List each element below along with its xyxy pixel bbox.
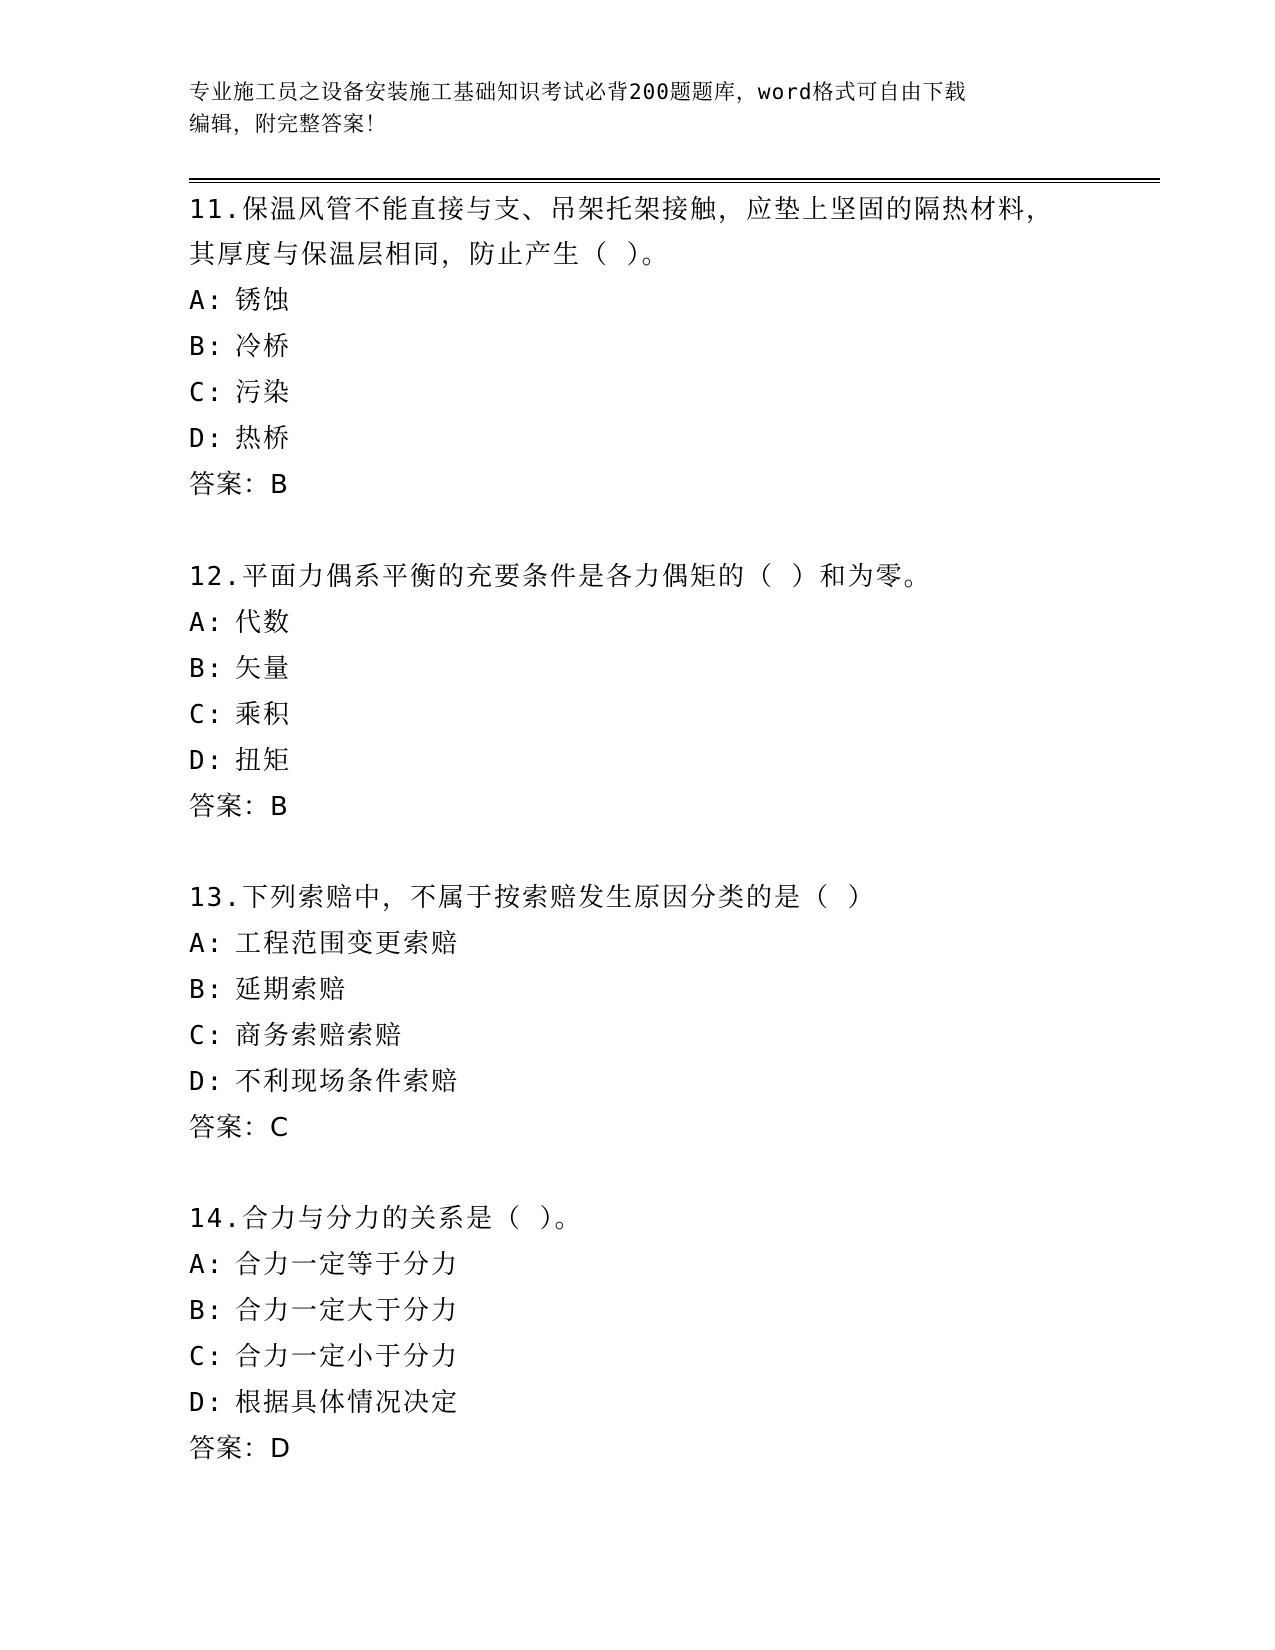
option-text: 扭矩 <box>235 746 292 776</box>
option-letter: B: <box>189 1296 225 1326</box>
option-text: 合力一定大于分力 <box>235 1296 460 1326</box>
header-line-1: 专业施工员之设备安装施工基础知识考试必背200题题库，word格式可自由下载 <box>189 80 967 104</box>
option-text: 乘积 <box>235 700 292 730</box>
header-divider-thin <box>189 182 1160 183</box>
option-b <box>189 646 1089 692</box>
answer-line: 答案：D <box>189 1434 292 1464</box>
option-letter: D: <box>189 1067 225 1097</box>
option-letter: B: <box>189 654 225 684</box>
option-c <box>189 370 1089 416</box>
option-text: 合力一定等于分力 <box>235 1250 460 1280</box>
option-letter: A: <box>189 1250 225 1280</box>
option-c <box>189 692 1089 738</box>
header-divider <box>189 178 1160 180</box>
option-d <box>189 416 1089 462</box>
option-letter: B: <box>189 332 225 362</box>
question-stem: 12.平面力偶系平衡的充要条件是各力偶矩的（ ）和为零。 <box>189 562 932 592</box>
option-text: 锈蚀 <box>235 286 292 316</box>
option-a <box>189 600 1089 646</box>
option-a <box>189 1242 1089 1288</box>
option-text: 商务索赔索赔 <box>235 1021 404 1051</box>
header-line-2: 编辑，附完整答案！ <box>189 112 387 136</box>
option-text: 热桥 <box>235 424 292 454</box>
question-stem: 14.合力与分力的关系是（ ）。 <box>189 1204 583 1234</box>
option-text: 根据具体情况决定 <box>235 1388 460 1418</box>
option-text: 延期索赔 <box>235 975 348 1005</box>
option-text: 代数 <box>235 608 292 638</box>
option-a <box>189 278 1089 324</box>
question-12 <box>189 555 1089 830</box>
option-d <box>189 738 1089 784</box>
option-a <box>189 921 1089 967</box>
question-14 <box>189 1197 1089 1472</box>
option-c <box>189 1334 1089 1380</box>
answer-line: 答案：B <box>189 470 289 500</box>
option-letter: C: <box>189 1342 225 1372</box>
option-letter: D: <box>189 424 225 454</box>
option-b <box>189 1288 1089 1334</box>
option-letter: A: <box>189 608 225 638</box>
option-letter: D: <box>189 1388 225 1418</box>
option-text: 合力一定小于分力 <box>235 1342 460 1372</box>
option-letter: D: <box>189 746 225 776</box>
question-stem: 11.保温风管不能直接与支、吊架托架接触，应垫上坚固的隔热材料， <box>189 195 1054 225</box>
option-letter: C: <box>189 700 225 730</box>
question-11 <box>189 188 1089 508</box>
option-text: 污染 <box>235 378 292 408</box>
option-text: 不利现场条件索赔 <box>235 1067 460 1097</box>
answer-line: 答案：B <box>189 792 289 822</box>
answer-line: 答案：C <box>189 1113 290 1143</box>
question-13 <box>189 876 1089 1151</box>
option-c <box>189 1013 1089 1059</box>
option-b <box>189 967 1089 1013</box>
option-text: 矢量 <box>235 654 292 684</box>
option-letter: C: <box>189 378 225 408</box>
option-letter: A: <box>189 286 225 316</box>
option-letter: A: <box>189 929 225 959</box>
option-text: 冷桥 <box>235 332 292 362</box>
option-b <box>189 324 1089 370</box>
document-header <box>189 76 1069 140</box>
question-stem: 13.下列索赔中，不属于按索赔发生原因分类的是（ ） <box>189 883 876 913</box>
option-d <box>189 1059 1089 1105</box>
option-d <box>189 1380 1089 1426</box>
question-stem: 其厚度与保温层相同，防止产生（ ）。 <box>189 240 670 270</box>
option-letter: B: <box>189 975 225 1005</box>
option-letter: C: <box>189 1021 225 1051</box>
option-text: 工程范围变更索赔 <box>235 929 460 959</box>
